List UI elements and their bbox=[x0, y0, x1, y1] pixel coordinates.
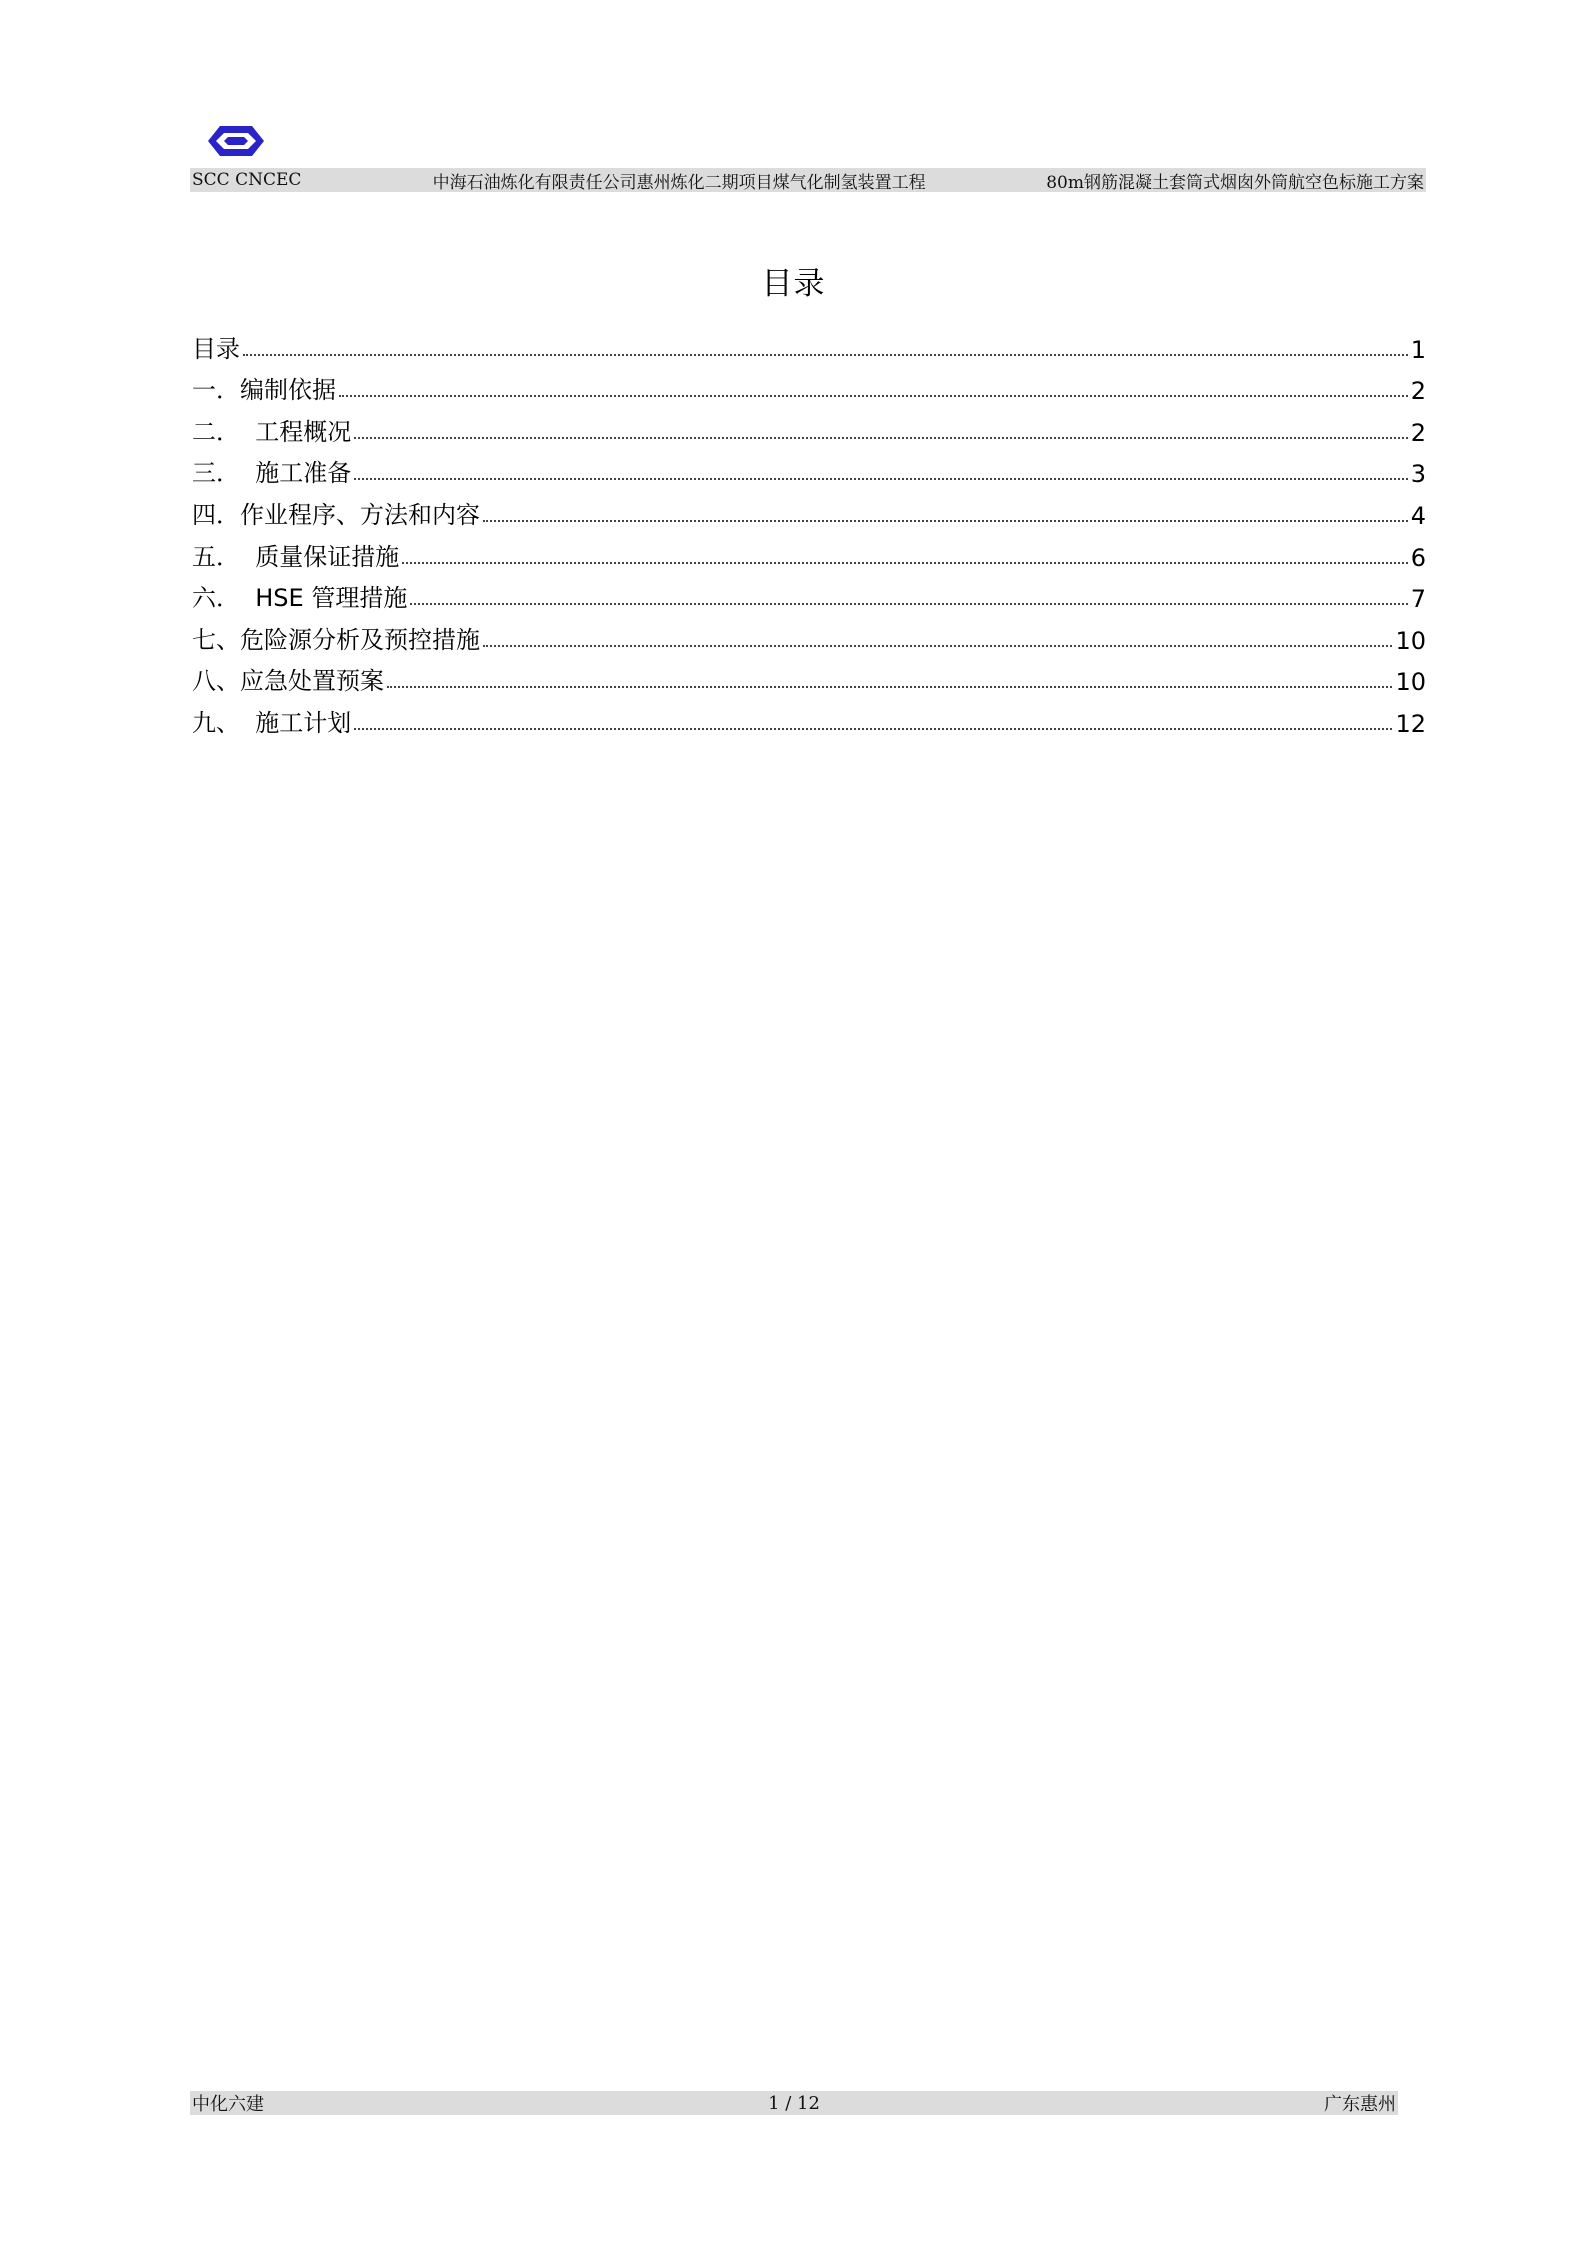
page-title: 目录 bbox=[761, 266, 826, 302]
header-document-name: 80m钢筋混凝土套筒式烟囱外筒航空色标施工方案 bbox=[1046, 172, 1424, 193]
toc-entry-label: 一．编制依据 bbox=[192, 376, 336, 405]
toc-entry[interactable] bbox=[192, 613, 1426, 655]
page-header bbox=[190, 168, 1426, 192]
toc-entry[interactable] bbox=[192, 696, 1426, 738]
toc-entry-label: 六． HSE 管理措施 bbox=[192, 584, 408, 613]
header-project-name: 中海石油炼化有限责任公司惠州炼化二期项目煤气化制氢装置工程 bbox=[432, 172, 926, 193]
toc-dot-leader bbox=[354, 436, 1407, 439]
toc-entry[interactable] bbox=[192, 405, 1426, 447]
toc-entry[interactable] bbox=[192, 322, 1426, 364]
toc-dot-leader bbox=[243, 353, 1408, 356]
toc-dot-leader bbox=[483, 519, 1408, 522]
toc-entry-label: 九、 施工计划 bbox=[192, 708, 352, 737]
header-company-code: SCC CNCEC bbox=[192, 170, 302, 190]
table-of-contents bbox=[192, 322, 1426, 738]
toc-entry-page: 4 bbox=[1410, 501, 1426, 530]
toc-entry[interactable] bbox=[192, 572, 1426, 614]
toc-entry-label: 五． 质量保证措施 bbox=[192, 542, 400, 571]
footer-location: 广东惠州 bbox=[1324, 2094, 1396, 2115]
toc-entry[interactable] bbox=[192, 447, 1426, 489]
toc-entry-page: 12 bbox=[1395, 709, 1426, 738]
toc-entry[interactable] bbox=[192, 655, 1426, 697]
toc-entry[interactable] bbox=[192, 364, 1426, 406]
toc-entry-page: 2 bbox=[1410, 377, 1426, 406]
toc-dot-leader bbox=[339, 394, 1408, 397]
cncec-logo-icon bbox=[206, 124, 266, 158]
toc-entry-label: 二． 工程概况 bbox=[192, 417, 352, 446]
toc-dot-leader bbox=[402, 561, 1407, 564]
toc-entry-page: 1 bbox=[1410, 335, 1426, 364]
toc-entry-page: 2 bbox=[1410, 418, 1426, 447]
footer-page-number: 1 / 12 bbox=[768, 2092, 820, 2114]
toc-entry-page: 7 bbox=[1410, 585, 1426, 614]
toc-dot-leader bbox=[483, 644, 1392, 647]
toc-entry-label: 三． 施工准备 bbox=[192, 459, 352, 488]
toc-entry-label: 七、危险源分析及预控措施 bbox=[192, 625, 480, 654]
toc-entry[interactable] bbox=[192, 488, 1426, 530]
toc-dot-leader bbox=[354, 727, 1392, 730]
toc-entry-page: 3 bbox=[1410, 460, 1426, 489]
toc-entry-page: 10 bbox=[1395, 626, 1426, 655]
page-footer bbox=[190, 2091, 1398, 2115]
toc-entry-page: 6 bbox=[1410, 543, 1426, 572]
toc-entry-label: 目录 bbox=[192, 334, 240, 363]
toc-dot-leader bbox=[387, 685, 1392, 688]
toc-entry-label: 四．作业程序、方法和内容 bbox=[192, 500, 480, 529]
toc-dot-leader bbox=[354, 477, 1407, 480]
toc-dot-leader bbox=[410, 602, 1407, 605]
footer-company: 中化六建 bbox=[192, 2094, 264, 2115]
toc-entry-label: 八、应急处置预案 bbox=[192, 667, 384, 696]
toc-entry-page: 10 bbox=[1395, 668, 1426, 697]
toc-entry[interactable] bbox=[192, 530, 1426, 572]
